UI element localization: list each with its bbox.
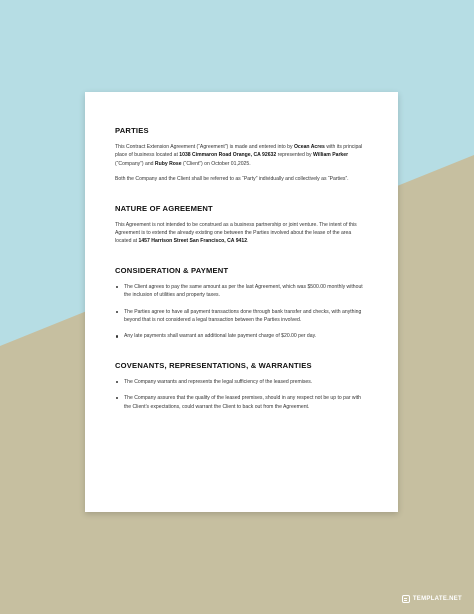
text-run: Both the Company and the Client shall be referred to as “Party” individually and collectively as “Parties”. [115,176,349,183]
paragraph [115,175,368,183]
watermark [402,595,462,603]
list-item: The Parties agree to have all payment transactions done through bank transfer and checks, with anything beyond that is not considered a legal transaction between the Parties involved. [115,308,368,325]
text-run: (“Company”) and [115,160,155,167]
section-heading: CONSIDERATION & PAYMENT [115,265,229,275]
text-run: (“Client”) on October 01,2025. [181,160,251,167]
section-0 [115,126,368,184]
section-heading: COVENANTS, REPRESENTATIONS, & WARRANTIES [115,360,312,370]
text-run: This Agreement is not intended to be construed as a business partnership or joint venture. The intent of this Agreement is to extend the already existing one between the Parties involved about the lease of the area located at [115,221,357,245]
bold-text: Ruby Rose [154,160,182,167]
list-item: The Company assures that the quality of the leased premises, should in any respect not be up to par with the Client’s expectations, could warrant the Client to back out from the Agreement. [115,394,368,411]
bullet-list [115,283,368,341]
bold-text: 1457 Harrison Street San Francisco, CA 9412 [138,238,248,245]
section-2 [115,266,368,341]
document-content [115,126,368,411]
template-logo-icon [402,595,410,603]
section-3 [115,361,368,411]
section-heading: PARTIES [115,126,149,135]
list-item: Any late payments shall warrant an additional late payment charge of $20.00 per day. [115,332,368,340]
bold-text: 1038 Cimmaron Road Orange, CA 92632 [179,152,277,159]
list-item: The Company warrants and represents the legal sufficiency of the leased premises. [115,378,368,386]
section-heading: NATURE OF AGREEMENT [115,203,213,213]
bullet-list [115,378,368,411]
section-1 [115,204,368,246]
paragraph [115,143,368,168]
paragraph [115,221,368,246]
bold-text: Ocean Acres [293,144,325,150]
text-run: represented by [276,152,314,159]
text-run: with its principal place of business located at [115,144,363,159]
document-page [85,92,398,512]
text-run: . [247,238,249,245]
watermark-text: TEMPLATE.NET [412,596,462,602]
list-item: The Client agrees to pay the same amount as per the last Agreement, which was $500.00 monthly without the inclusion of utilities and property taxes. [115,283,368,300]
text-run: This Contract Extension Agreement (“Agreement”) is made and entered into by [115,144,294,150]
bold-text: William Parker [313,152,349,159]
